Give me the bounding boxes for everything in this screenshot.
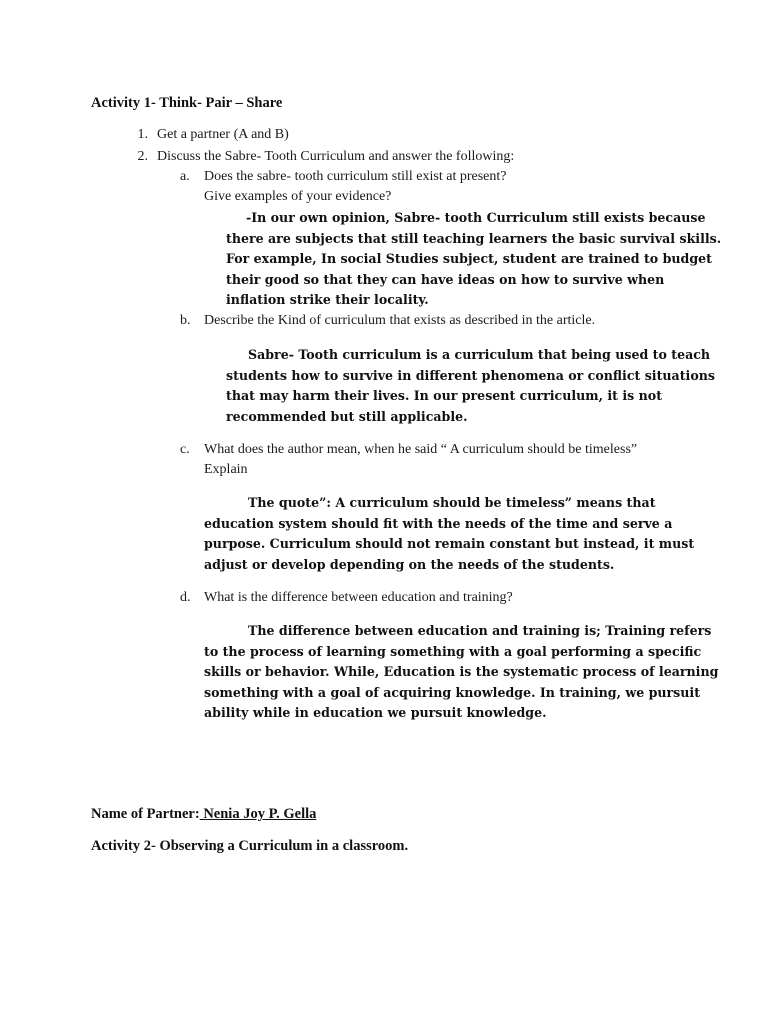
question-c-line-1: What does the author mean, when he said “ A curriculum should be timeless” <box>204 442 638 457</box>
step-1-text: Get a partner (A and B) <box>157 127 289 142</box>
answer-d-line: The difference between education and training is; Training refers <box>248 623 712 638</box>
answer-a-line: there are subjects that still teaching learners the basic survival skills. <box>226 230 722 246</box>
answer-c-line: The quote”: A curriculum should be timeless” means that <box>248 495 656 510</box>
answer-d-line: to the process of learning something with a goal performing a specific <box>204 643 702 659</box>
answer-d-line: something with a goal of acquiring knowledge. In training, we pursuit <box>204 684 701 700</box>
step-1-number: 1. <box>137 127 148 142</box>
answer-a <box>226 208 721 311</box>
partner-name: Nenia Joy P. Gella <box>199 806 317 822</box>
question-c-line-2: Explain <box>204 462 248 477</box>
answer-b <box>226 345 715 427</box>
answer-a-line: inflation strike their locality. <box>226 292 429 307</box>
answer-c-line: purpose. Curriculum should not remain constant but instead, it must <box>204 536 695 551</box>
activity1-title: Activity 1- Think- Pair – Share <box>91 95 283 111</box>
answer-c <box>204 493 694 575</box>
answer-c-line: education system should fit with the needs of the time and serve a <box>204 515 673 531</box>
answer-b-line: Sabre- Tooth curriculum is a curriculum that being used to teach <box>248 347 711 362</box>
question-d-letter: d. <box>180 590 191 605</box>
answer-b-line: that may harm their lives. In our present curriculum, it is not <box>226 388 663 403</box>
step-2-text: Discuss the Sabre- Tooth Curriculum and answer the following: <box>157 149 515 164</box>
question-b-line-1: Describe the Kind of curriculum that exists as described in the article. <box>204 313 596 328</box>
answer-b-line: recommended but still applicable. <box>226 408 468 424</box>
question-d-line-1: What is the difference between education and training? <box>204 590 513 605</box>
answer-b-line: students how to survive in different phenomena or conflict situations <box>226 367 715 383</box>
question-a-line-1: Does the sabre- tooth curriculum still exist at present? <box>204 169 507 184</box>
step-2-number: 2. <box>137 149 148 164</box>
partner-label: Name of Partner: <box>91 806 200 822</box>
answer-d-line: ability while in education we pursuit knowledge. <box>204 705 547 720</box>
answer-d <box>204 621 718 724</box>
answer-a-line: For example, In social Studies subject, student are trained to budget <box>226 251 712 266</box>
answer-c-line: adjust or develop depending on the needs of the students. <box>204 556 615 572</box>
activity2-title: Activity 2- Observing a Curriculum in a classroom. <box>91 838 409 854</box>
answer-a-line: their good so that they can have ideas on how to survive when <box>226 271 665 287</box>
question-c-letter: c. <box>180 442 190 457</box>
answer-d-line: skills or behavior. While, Education is the systematic process of learning <box>204 664 719 679</box>
partner-line <box>91 806 316 823</box>
answer-a-line: -In our own opinion, Sabre- tooth Curriculum still exists because <box>246 210 706 225</box>
question-b-letter: b. <box>180 313 191 328</box>
question-a-letter: a. <box>180 169 190 184</box>
question-a-line-2: Give examples of your evidence? <box>204 189 392 204</box>
